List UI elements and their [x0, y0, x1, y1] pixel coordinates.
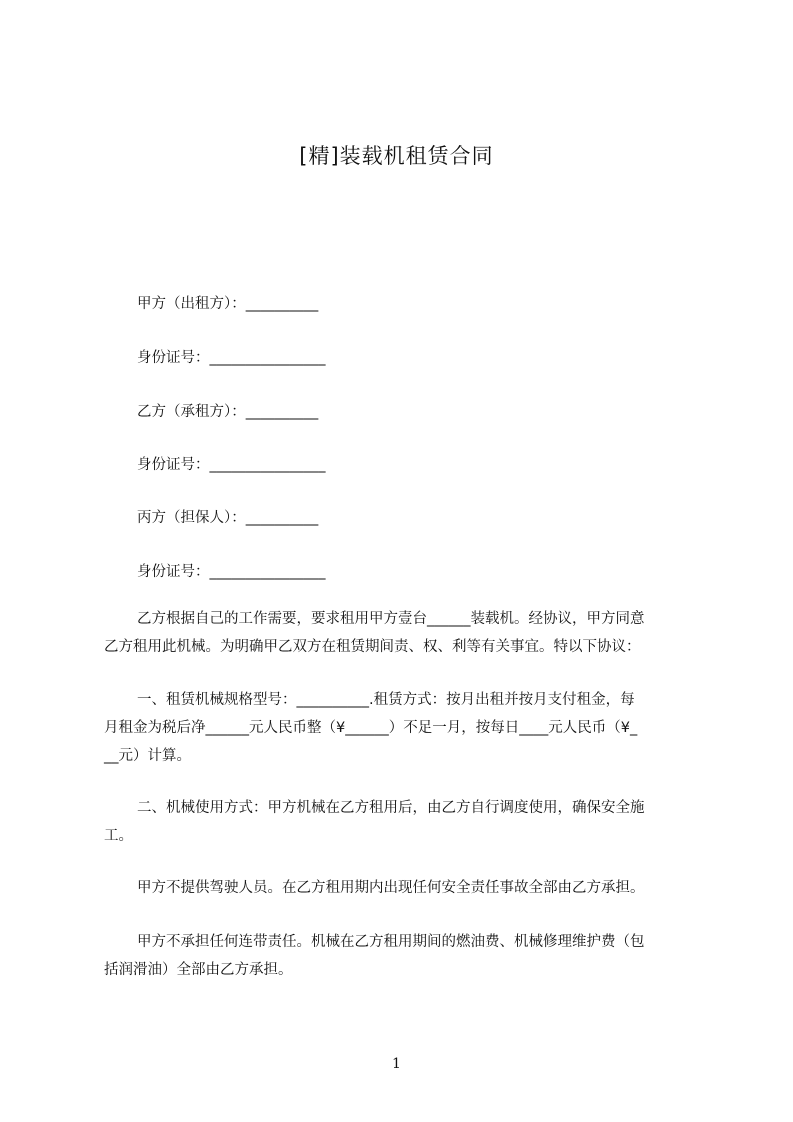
lessor-line: 甲方（出租方）：__________ — [137, 296, 319, 312]
lessor-id-line: 身份证号：________________ — [137, 350, 326, 366]
lessee-line: 乙方（承租方）：__________ — [137, 404, 319, 420]
lessee-id-line: 身份证号：________________ — [137, 457, 326, 473]
paragraph-clause-1 — [104, 686, 690, 770]
paragraph-line: 甲方不提供驾驶人员。在乙方租用期内出现任何安全责任事故全部由乙方承担。 — [137, 880, 645, 896]
paragraph-line: 乙方租用此机械。为明确甲乙双方在租赁期间责、权、利等有关事宜。特以下协议： — [104, 639, 641, 655]
paragraph-line: 甲方不承担任何连带责任。机械在乙方租用期间的燃油费、机械修理维护费（包 — [137, 934, 645, 950]
paragraph-clause-2 — [104, 794, 690, 850]
paragraph-line: 乙方根据自己的工作需要，要求租用甲方壹台______装载机。经协议，甲方同意 — [137, 611, 645, 627]
paragraph-safety — [104, 874, 690, 902]
paragraph-line: 二、机械使用方式：甲方机械在乙方租用后，由乙方自行调度使用，确保安全施 — [137, 800, 645, 816]
paragraph-line: 一、租赁机械规格型号：__________.租赁方式：按月出租并按月支付租金，每 — [137, 692, 635, 708]
paragraph-line: 月租金为税后净______元人民币整（¥______）不足一月，按每日____元人民币（¥_ — [104, 720, 638, 736]
paragraph-liability — [104, 928, 690, 984]
paragraph-line: __元）计算。 — [104, 748, 191, 764]
paragraph-intro — [104, 605, 690, 661]
paragraph-line: 工。 — [104, 828, 133, 844]
page-number: 1 — [392, 1056, 401, 1072]
guarantor-line: 丙方（担保人）：__________ — [137, 510, 319, 526]
paragraph-line: 括润滑油）全部由乙方承担。 — [104, 962, 293, 978]
document-title: [精]装载机租赁合同 — [299, 144, 494, 168]
guarantor-id-line: 身份证号：________________ — [137, 564, 326, 580]
